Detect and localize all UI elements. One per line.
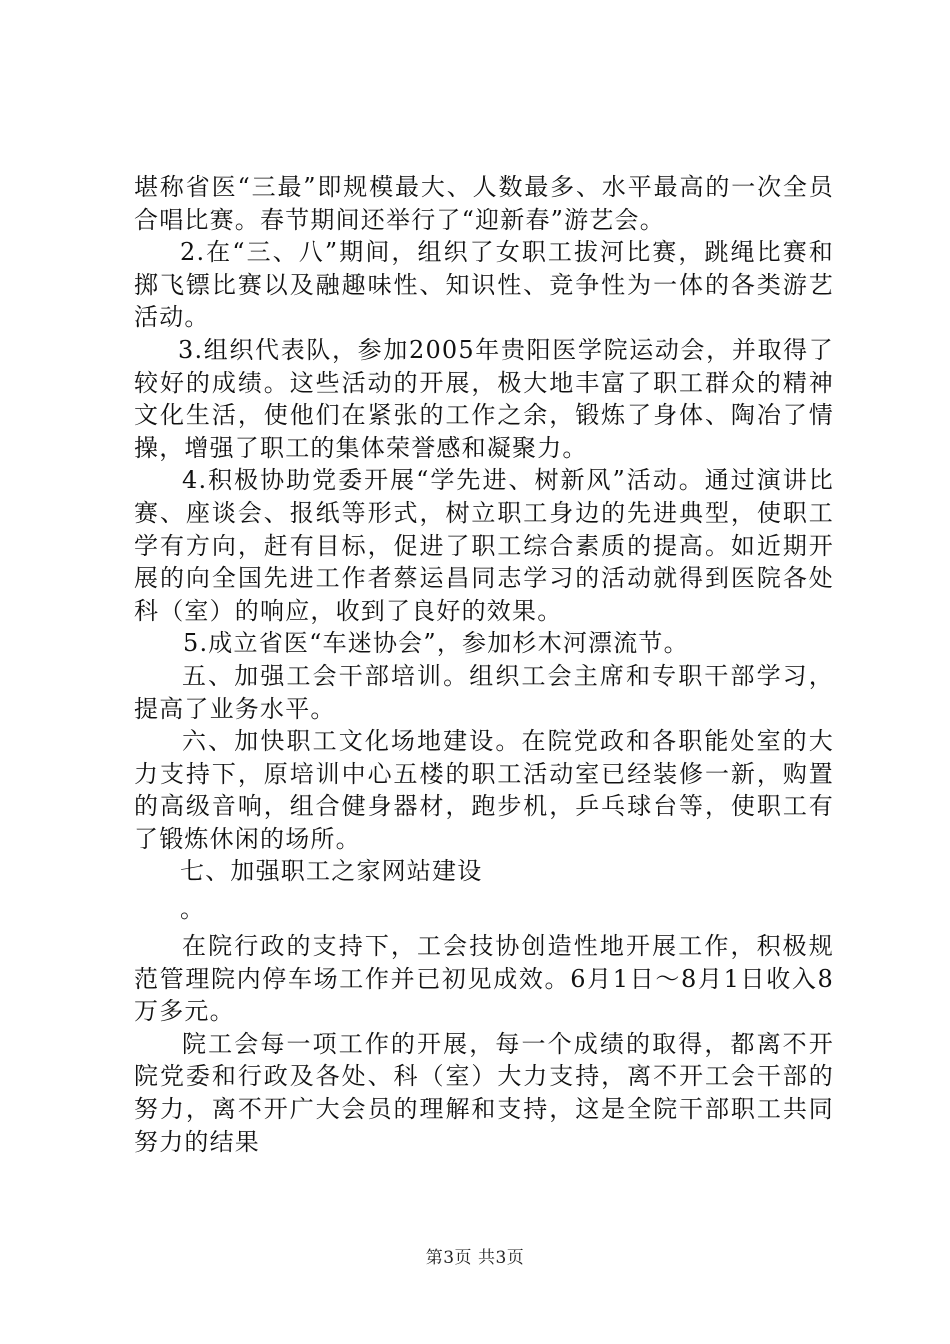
paragraph-item-3: 3.组织代表队，参加2005年贵阳医学院运动会，并取得了较好的成绩。这些活动的开展，极大地丰富了职工群众的精神文化生活，使他们在紧张的工作之余，锻炼了身体、陶冶了情操，增强了职工的集体荣誉感和凝聚力。 [134, 335, 834, 462]
paragraph-section-5: 五、加强工会干部培训。组织工会主席和专职干部学习，提高了业务水平。 [134, 661, 834, 723]
paragraph-item-4: 4.积极协助党委开展“学先进、树新风”活动。通过演讲比赛、座谈会、报纸等形式，树立职工身边的先进典型，使职工学有方向，赶有目标，促进了职工综合素质的提高。如近期开展的向全国先进工作者蔡运昌同志学习的活动就得到医院各处科（室）的响应，收到了良好的效果。 [134, 466, 834, 625]
paragraph-stray-period: 。 [180, 895, 206, 924]
paragraph-item-2: 2.在“三、八”期间，组织了女职工拔河比赛，跳绳比赛和掷飞镖比赛以及融趣味性、知识性、竞争性为一体的各类游艺活动。 [134, 238, 834, 332]
paragraph-item-5: 5.成立省医“车迷协会”，参加杉木河漂流节。 [183, 629, 689, 658]
document-body [134, 171, 834, 1158]
paragraph-section-7: 七、加强职工之家网站建设 [180, 857, 483, 886]
paragraph-section-6: 六、加快职工文化场地建设。在院党政和各职能处室的大力支持下，原培训中心五楼的职工活动室已经装修一新，购置的高级音响，组合健身器材，跑步机，乒乓球台等，使职工有了锻炼休闲的场所。 [134, 727, 834, 853]
paragraph-conclusion: 院工会每一项工作的开展，每一个成绩的取得，都离不开院党委和行政及各处、科（室）大力支持，离不开工会干部的努力，离不开广大会员的理解和支持，这是全院干部职工共同努力的结果 [134, 1029, 834, 1156]
page-number-footer: 第3页 共3页 [425, 1248, 525, 1268]
paragraph-choir-contest: 堪称省医“三最”即规模最大、人数最多、水平最高的一次全员合唱比赛。春节期间还举行了“迎新春”游艺会。 [134, 173, 834, 234]
paragraph-parking-income: 在院行政的支持下，工会技协创造性地开展工作，积极规范管理院内停车场工作并已初见成效。6月1日～8月1日收入8万多元。 [134, 932, 834, 1026]
